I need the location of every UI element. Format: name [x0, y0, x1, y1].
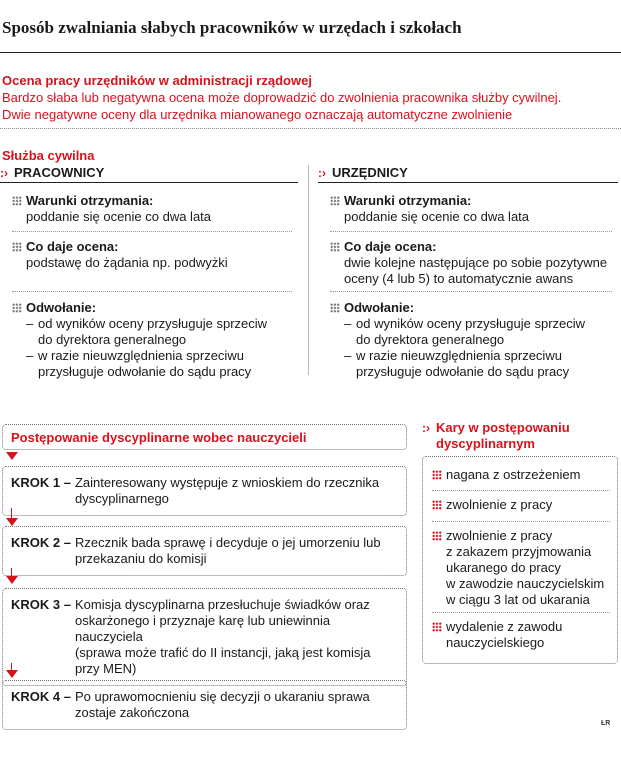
- ocena-section: [2, 72, 612, 123]
- warunki-label: Warunki otrzymania:: [26, 193, 154, 208]
- odwolanie-block: Odwołanie: – od wyników oceny przysługuje sprzeciw do dyrektora generalnego – w razie nieuwzględnienia sprzeciwu przysługuje odwołanie do sądu pracy: [12, 300, 267, 380]
- block-divider: [12, 291, 292, 292]
- red-dot-grid-icon: [432, 622, 442, 632]
- step-text: dyscyplinarnego: [74, 491, 169, 506]
- step-text: Zainteresowany występuje z wnioskiem do rzecznika: [74, 475, 380, 490]
- step-text: zostaje zakończona: [74, 705, 190, 720]
- odwolanie-item-cont: do dyrektora generalnego: [356, 332, 505, 347]
- odwolanie-item: w razie nieuwzględnienia sprzeciwu: [356, 348, 562, 363]
- dot-grid-icon: [330, 196, 340, 206]
- step-text: przy MEN): [74, 661, 137, 676]
- warunki-text: poddanie się ocenie co dwa lata: [344, 209, 530, 224]
- kara-text: nauczycielskiego: [446, 635, 545, 650]
- kara-text: ukaranego do pracy: [446, 560, 561, 575]
- step-text: (sprawa może trafić do II instancji, jaką jest komisja: [74, 645, 371, 660]
- arrow-icon: :›: [422, 421, 430, 435]
- ocena-line: Dwie negatywne oceny dla urzędnika mianowanego oznaczają automatyczne zwolnienie: [2, 107, 513, 122]
- daje-label: Co daje ocena:: [26, 239, 119, 254]
- kary-heading-line: Kary w postępowaniu: [436, 420, 570, 435]
- kary-heading: [422, 420, 570, 452]
- column-heading-label: PRACOWNICY: [14, 165, 105, 180]
- arrow-icon: :›: [0, 165, 8, 180]
- odwolanie-item: od wyników oceny przysługuje sprzeciw: [38, 316, 268, 331]
- credit-label: ŁR: [601, 720, 611, 727]
- odwolanie-label: Odwołanie:: [26, 300, 97, 315]
- kara-divider: [432, 521, 610, 522]
- column-heading: [318, 163, 618, 183]
- step-4: [2, 680, 407, 730]
- kara-item: [432, 619, 562, 651]
- kara-text: w ciągu 3 lat od ukarania: [446, 592, 590, 607]
- warunki-text: poddanie się ocenie co dwa lata: [26, 209, 212, 224]
- column-divider: [308, 165, 309, 375]
- step-text: oskarżonego i przyznaje karę lub uniewinnia nauczyciela: [74, 613, 331, 644]
- kary-heading-line: dyscyplinarnym: [436, 436, 535, 451]
- daje-label: Co daje ocena:: [344, 239, 437, 254]
- ocena-line: Bardzo słaba lub negatywna ocena może doprowadzić do zwolnienia pracownika służby cywilnej.: [2, 90, 562, 105]
- odwolanie-item-cont: do dyrektora generalnego: [38, 332, 187, 347]
- block-divider: [330, 231, 612, 232]
- arrow-icon: :›: [318, 165, 326, 180]
- kara-divider: [432, 612, 610, 613]
- step-2: [2, 526, 407, 576]
- kara-text: zwolnienie z pracy: [446, 528, 553, 543]
- warunki-block: [330, 193, 529, 225]
- dot-grid-icon: [12, 303, 22, 313]
- column-heading: [0, 163, 298, 183]
- step-text: Po uprawomocnieniu się decyzji o ukaraniu sprawa: [74, 689, 370, 704]
- column-urzednicy: [318, 163, 618, 379]
- step-label: KROK 2 –: [11, 535, 71, 550]
- kara-text: nagana z ostrzeżeniem: [446, 467, 581, 482]
- block-divider: [12, 231, 292, 232]
- step-text: Komisja dyscyplinarna przesłuchuje świadków oraz: [74, 597, 370, 612]
- section-divider: [0, 128, 621, 129]
- step-1: [2, 466, 407, 516]
- daje-text: dwie kolejne następujące po sobie pozytywne: [344, 255, 608, 270]
- step-label: KROK 4 –: [11, 689, 71, 704]
- block-divider: [330, 291, 612, 292]
- sluzba-label: Służba cywilna: [2, 148, 95, 163]
- odwolanie-block: Odwołanie: – od wyników oceny przysługuje sprzeciw do dyrektora generalnego – w razie nieuwzględnienia sprzeciwu przysługuje odwołanie do sądu pracy: [330, 300, 585, 380]
- page-title: Sposób zwalniania słabych pracowników w urzędach i szkołach: [2, 18, 462, 37]
- odwolanie-label: Odwołanie:: [344, 300, 415, 315]
- odwolanie-item: od wyników oceny przysługuje sprzeciw: [356, 316, 586, 331]
- step-arrow-icon: [6, 670, 18, 678]
- odwolanie-item-cont: przysługuje odwołanie do sądu pracy: [356, 364, 570, 379]
- step-label: KROK 3 –: [11, 597, 71, 612]
- kara-text: w zawodzie nauczycielskim: [446, 576, 605, 591]
- red-dot-grid-icon: [432, 470, 442, 480]
- kara-text: wydalenie z zawodu: [446, 619, 563, 634]
- step-arrow-icon: [6, 518, 18, 526]
- red-dot-grid-icon: [432, 500, 442, 510]
- step-arrow-icon: [6, 452, 18, 460]
- step-text: Rzecznik bada sprawę i decyduje o jej umorzeniu lub: [74, 535, 381, 550]
- warunki-label: Warunki otrzymania:: [344, 193, 472, 208]
- daje-block: [12, 239, 228, 271]
- kara-text: zwolnienie z pracy: [446, 497, 553, 512]
- kara-item: [432, 497, 552, 513]
- daje-block: [330, 239, 607, 287]
- red-dot-grid-icon: [432, 531, 442, 541]
- ocena-heading: Ocena pracy urzędników w administracji rządowej: [2, 73, 312, 88]
- dot-grid-icon: [12, 242, 22, 252]
- kara-item: [432, 528, 604, 608]
- column-pracownicy: [0, 163, 298, 379]
- kara-divider: [432, 490, 610, 491]
- dyscyplinarne-heading: Postępowanie dyscyplinarne wobec nauczycieli: [2, 424, 407, 450]
- column-heading-label: URZĘDNICY: [332, 165, 408, 180]
- step-text: przekazaniu do komisji: [74, 551, 207, 566]
- kara-text: z zakazem przyjmowania: [446, 544, 592, 559]
- kara-item: [432, 467, 580, 483]
- daje-text: oceny (4 lub 5) to automatycznie awans: [344, 271, 574, 286]
- dot-grid-icon: [12, 196, 22, 206]
- step-label: KROK 1 –: [11, 475, 71, 490]
- odwolanie-item-cont: przysługuje odwołanie do sądu pracy: [38, 364, 252, 379]
- step-3: [2, 588, 407, 686]
- top-divider: [0, 52, 621, 53]
- odwolanie-item: w razie nieuwzględnienia sprzeciwu: [38, 348, 244, 363]
- dot-grid-icon: [330, 303, 340, 313]
- warunki-block: [12, 193, 211, 225]
- dot-grid-icon: [330, 242, 340, 252]
- step-arrow-icon: [6, 576, 18, 584]
- daje-text: podstawę do żądania np. podwyżki: [26, 255, 228, 270]
